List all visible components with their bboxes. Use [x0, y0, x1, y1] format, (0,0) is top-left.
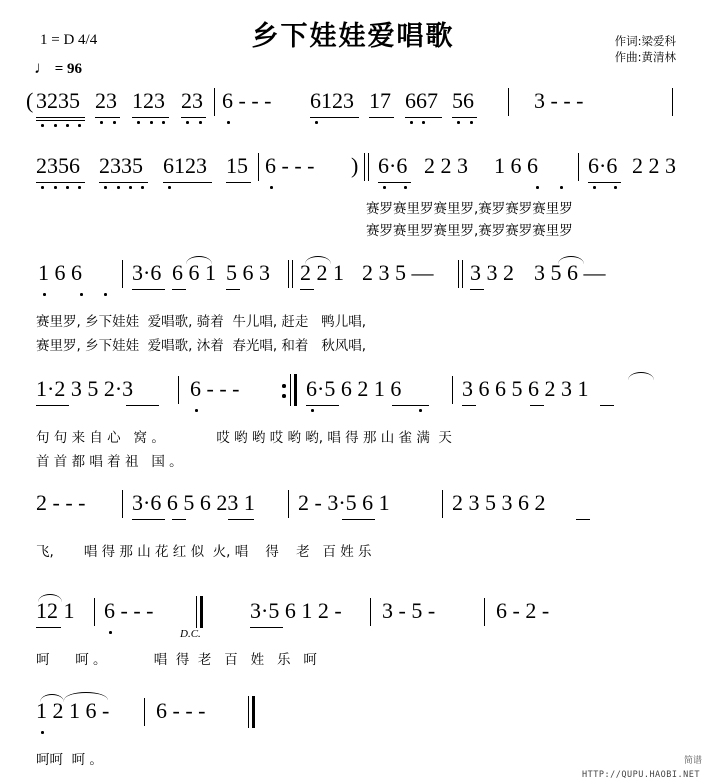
key-signature-text: 1 = D 4/4	[40, 32, 98, 48]
note-group: 6 - - -	[104, 598, 154, 623]
barline	[368, 153, 369, 181]
octave-dot	[315, 121, 318, 124]
octave-dot	[66, 124, 69, 127]
octave-dot	[129, 186, 132, 189]
beam-underline	[36, 120, 85, 121]
beam-underline	[163, 182, 212, 183]
note-group: 3 3 2	[470, 260, 514, 285]
note-group: 2335	[99, 153, 143, 178]
octave-dot	[109, 631, 112, 634]
octave-dot	[80, 293, 83, 296]
note-group: 6·6	[588, 153, 618, 178]
lyricist-line: 作词:梁爱科	[614, 34, 676, 48]
beam-underline	[342, 519, 375, 520]
lyric-verse-1: 赛里罗, 乡下娃娃 爱唱歌, 骑着 牛儿唱, 赶走 鸭儿唱,	[36, 314, 367, 330]
dc-marking: D.C.	[180, 628, 201, 640]
barline	[370, 598, 371, 626]
music-line-5	[0, 492, 706, 572]
beam-underline	[452, 117, 477, 118]
barline	[214, 88, 215, 116]
octave-dot	[560, 186, 563, 189]
barline	[94, 598, 95, 626]
barline	[508, 88, 509, 116]
note-group: 15	[226, 153, 248, 178]
key-signature	[40, 32, 97, 49]
beam-underline	[126, 405, 159, 406]
note-group: 6 - - -	[156, 698, 206, 723]
lyric-verse-2: 首 首 都 唱 着 祖 国 。	[36, 454, 183, 470]
note-group: 3·6	[132, 260, 162, 285]
barline	[144, 698, 145, 726]
octave-dot	[137, 121, 140, 124]
note-group: 2 2 1	[300, 260, 344, 285]
beam-underline	[250, 627, 283, 628]
note-group: 6·5 6 2 1 6	[306, 376, 402, 401]
tie-slur	[558, 256, 584, 264]
note-group: 1 2 1 6 -	[36, 698, 110, 723]
beam-underline	[132, 289, 165, 290]
lyric-verse-1: 句 句 来 自 心 窝 。 哎 哟 哟 哎 哟 哟, 唱 得 那 山 雀 满 天	[36, 430, 452, 446]
beam-underline	[228, 519, 254, 520]
music-line-4	[0, 378, 706, 478]
note-group: 3 - 5 -	[382, 598, 436, 623]
octave-dot	[168, 186, 171, 189]
octave-dot	[78, 124, 81, 127]
barline	[122, 490, 123, 518]
tie-slur	[38, 594, 62, 602]
tie-slur	[64, 692, 108, 700]
beam-underline	[172, 519, 186, 520]
barline	[248, 696, 249, 728]
barline	[196, 596, 197, 628]
note-group: 3·5 6 1 2 -	[250, 598, 342, 623]
octave-dot	[422, 121, 425, 124]
note-group: 667	[405, 88, 438, 113]
beam-underline	[462, 405, 476, 406]
note-group: 6 - - -	[265, 153, 315, 178]
beam-underline	[36, 182, 85, 183]
open-paren: (	[26, 88, 34, 113]
barline	[452, 376, 453, 404]
note-group: 6 - - -	[222, 88, 272, 113]
repeat-dot	[282, 394, 286, 398]
beam-underline	[36, 405, 69, 406]
note-group: 1 6 6	[38, 260, 82, 285]
note-group: 6 - - -	[190, 376, 240, 401]
octave-dot	[150, 121, 153, 124]
beam-underline	[226, 289, 240, 290]
octave-dot	[54, 186, 57, 189]
beam-underline	[306, 405, 339, 406]
page-title: 乡下娃娃爱唱歌	[251, 21, 455, 52]
note-group: 6 - 2 -	[496, 598, 550, 623]
beam-underline	[172, 289, 186, 290]
note-group: 3 5 6 —	[534, 260, 606, 285]
barline-thick	[252, 696, 255, 728]
tempo-marking	[34, 58, 82, 78]
octave-dot	[41, 731, 44, 734]
octave-dot	[43, 293, 46, 296]
repeat-dot	[282, 384, 286, 388]
barline	[462, 260, 463, 288]
music-line-1	[0, 90, 706, 126]
beam-underline	[576, 519, 590, 520]
note-group: 5 6 3	[226, 260, 270, 285]
tie-slur	[305, 256, 331, 264]
octave-dot	[199, 121, 202, 124]
lyric-verse-1: 呵 呵 。 唱 得 老 百 姓 乐 呵	[36, 652, 317, 668]
lyric-verse-2: 赛罗赛里罗赛里罗,赛罗赛罗赛里罗	[366, 223, 573, 239]
octave-dot	[614, 186, 617, 189]
tie-slur	[628, 372, 654, 380]
barline	[364, 153, 365, 181]
octave-dot	[117, 186, 120, 189]
barline	[442, 490, 443, 518]
beam-underline	[378, 182, 411, 183]
beam-underline	[588, 182, 621, 183]
octave-dot	[419, 409, 422, 412]
quarter-note-icon: ♩	[34, 58, 51, 77]
barline-thick	[200, 596, 203, 628]
composer-line: 作曲:黄清林	[614, 50, 676, 64]
music-line-3	[0, 262, 706, 362]
lyric-verse-2: 赛里罗, 乡下娃娃 爱唱歌, 沐着 春光唱, 和着 秋风唱,	[36, 338, 367, 354]
tie-slur	[40, 694, 64, 702]
note-group: 2 2 3	[632, 153, 676, 178]
octave-dot	[41, 186, 44, 189]
note-group: 17	[369, 88, 391, 113]
lyric-verse-1: 赛罗赛里罗赛里罗,赛罗赛罗赛里罗	[366, 201, 573, 217]
octave-dot	[104, 186, 107, 189]
note-group: 3·6 6 5 6 23 1	[132, 490, 255, 515]
music-line-7	[0, 700, 706, 770]
octave-dot	[470, 121, 473, 124]
octave-dot	[41, 124, 44, 127]
octave-dot	[457, 121, 460, 124]
octave-dot	[593, 186, 596, 189]
note-group: 23	[181, 88, 203, 113]
note-group: 3235	[36, 88, 80, 113]
note-group: 2356	[36, 153, 80, 178]
note-group: 6123	[163, 153, 207, 178]
note-group: 2 - - -	[36, 490, 86, 515]
beam-underline	[132, 117, 169, 118]
beam-underline	[132, 519, 165, 520]
beam-underline	[36, 117, 85, 118]
beam-underline	[600, 405, 614, 406]
beam-underline	[470, 289, 484, 290]
octave-dot	[113, 121, 116, 124]
barline	[458, 260, 459, 288]
beam-underline	[530, 405, 544, 406]
music-line-2	[0, 153, 706, 239]
octave-dot	[195, 409, 198, 412]
octave-dot	[100, 121, 103, 124]
octave-dot	[311, 409, 314, 412]
note-group: 123	[132, 88, 165, 113]
beam-underline	[95, 117, 120, 118]
barline	[484, 598, 485, 626]
note-group: 3 6 6 5 6 2 3 1	[462, 376, 589, 401]
note-group: 3 - - -	[534, 88, 584, 113]
barline-thick	[294, 374, 297, 406]
note-group: 6 6 1	[172, 260, 216, 285]
note-group: 2 2 3	[424, 153, 468, 178]
note-group: 23	[95, 88, 117, 113]
beam-underline	[181, 117, 206, 118]
octave-dot	[410, 121, 413, 124]
beam-underline	[369, 117, 394, 118]
beam-underline	[405, 117, 442, 118]
octave-dot	[383, 186, 386, 189]
note-group: 56	[452, 88, 474, 113]
note-group: 6123	[310, 88, 354, 113]
barline	[290, 374, 291, 406]
beam-underline	[36, 627, 61, 628]
music-line-6	[0, 600, 706, 680]
lyric-verse-1: 呵呵 呵 。	[36, 752, 103, 768]
note-group: 1 6 6	[494, 153, 538, 178]
beam-underline	[226, 182, 251, 183]
barline	[672, 88, 673, 116]
note-group: 2 3 5 —	[362, 260, 434, 285]
octave-dot	[186, 121, 189, 124]
barline	[258, 153, 259, 181]
barline	[578, 153, 579, 181]
barline	[288, 490, 289, 518]
octave-dot	[536, 186, 539, 189]
barline	[178, 376, 179, 404]
octave-dot	[162, 121, 165, 124]
beam-underline	[392, 405, 429, 406]
lyric-verse-1: 飞, 唱 得 那 山 花 红 似 火, 唱 得 老 百 姓 乐	[36, 544, 372, 560]
barline	[122, 260, 123, 288]
tie-slur	[186, 256, 212, 264]
beam-underline	[310, 117, 359, 118]
octave-dot	[54, 124, 57, 127]
close-paren: )	[351, 153, 359, 178]
note-group: 2 - 3·5 6 1	[298, 490, 390, 515]
tempo-value: = 96	[54, 61, 83, 77]
octave-dot	[78, 186, 81, 189]
beam-underline	[300, 289, 314, 290]
octave-dot	[66, 186, 69, 189]
barline	[288, 260, 289, 288]
beam-underline	[99, 182, 148, 183]
note-group: 6·6	[378, 153, 408, 178]
octave-dot	[227, 121, 230, 124]
barline	[292, 260, 293, 288]
note-group: 2 3 5 3 6 2	[452, 490, 546, 515]
note-group: 1·2 3 5 2·3	[36, 376, 134, 401]
side-mark: 简谱	[683, 756, 702, 766]
footer-url: HTTP://QUPU.HAOBI.NET	[582, 770, 700, 780]
credits	[615, 33, 676, 65]
octave-dot	[404, 186, 407, 189]
octave-dot	[104, 293, 107, 296]
note-group: 12 1	[36, 598, 75, 623]
octave-dot	[270, 186, 273, 189]
octave-dot	[141, 186, 144, 189]
